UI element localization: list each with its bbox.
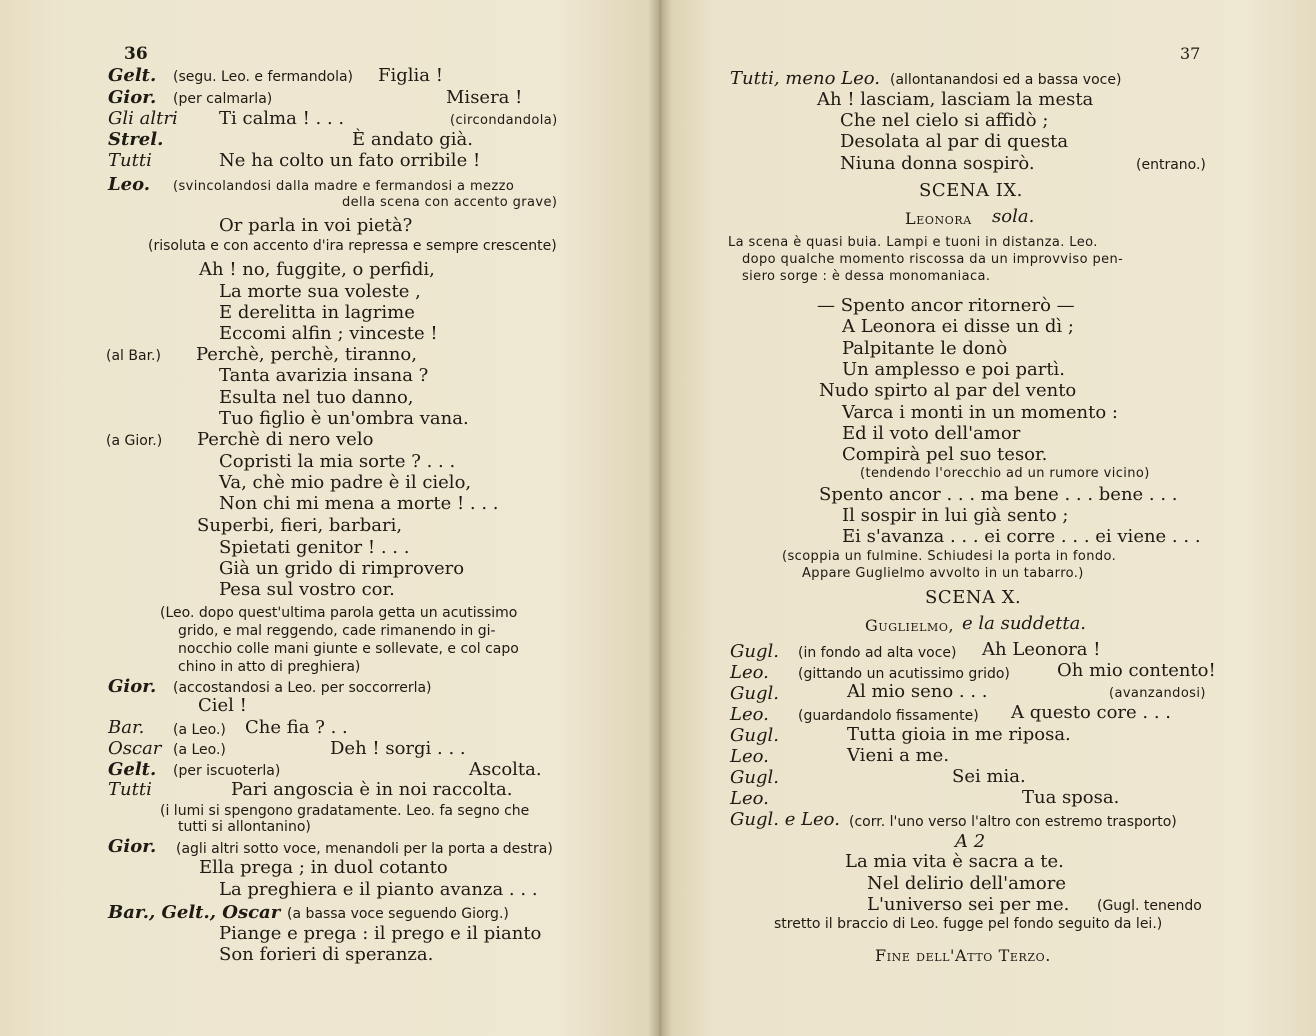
stage-direction: chino in atto di preghiera) xyxy=(178,659,361,675)
stage-direction: (entrano.) xyxy=(1136,157,1206,173)
speaker: Gugl. xyxy=(730,641,779,662)
stage-direction: (per iscuoterla) xyxy=(173,763,281,779)
verse-line: Pari angoscia è in noi raccolta. xyxy=(231,779,513,800)
verse-line: L'universo sei per me. xyxy=(867,894,1070,915)
verse-line: Che fia ? . . xyxy=(245,717,348,738)
a-due-marking: A 2 xyxy=(955,831,986,852)
speaker: Leo. xyxy=(108,174,151,195)
verse-line: Ei s'avanza . . . ei corre . . . ei viene . . . xyxy=(842,526,1201,547)
verse-line: Piange e prega : il prego e il pianto xyxy=(219,923,542,944)
stage-direction: (a bassa voce seguendo Giorg.) xyxy=(287,906,509,922)
stage-direction: (accostandosi a Leo. per soccorrerla) xyxy=(173,680,432,696)
verse-line: Tanta avarizia insana ? xyxy=(219,365,429,386)
verse-line: Eccomi alfin ; vinceste ! xyxy=(219,323,438,344)
page-number: 36 xyxy=(124,44,148,64)
verse-line: Nel delirio dell'amore xyxy=(867,873,1067,894)
verse-line: Il sospir in lui già sento ; xyxy=(842,505,1069,526)
stage-direction: (svincolandosi dalla madre e fermandosi a mezzo xyxy=(173,179,515,194)
speaker: Tutti xyxy=(108,779,152,800)
speaker: Gior. xyxy=(108,87,157,108)
verse-line: Varca i monti in un momento : xyxy=(842,402,1118,423)
speaker: Gior. xyxy=(108,836,157,857)
character-subheading: sola. xyxy=(992,206,1035,227)
verse-line: Esulta nel tuo danno, xyxy=(219,387,414,408)
page-number: 37 xyxy=(1180,44,1201,63)
verse-line: Ah ! no, fuggite, o perfidi, xyxy=(199,259,435,280)
stage-direction: (in fondo ad alta voce) xyxy=(798,645,957,661)
speaker: Oscar xyxy=(108,738,162,759)
verse-line: Ed il voto dell'amor xyxy=(842,423,1021,444)
speaker: Gugl. xyxy=(730,725,779,746)
verse-line: Perchè di nero velo xyxy=(197,429,374,450)
verse-line: Va, chè mio padre è il cielo, xyxy=(219,472,472,493)
stage-direction: (corr. l'uno verso l'altro con estremo trasporto) xyxy=(849,814,1177,830)
verse-line: Già un grido di rimprovero xyxy=(219,558,465,579)
verse-line: Son forieri di speranza. xyxy=(219,944,434,965)
verse-line: Perchè, perchè, tiranno, xyxy=(196,344,417,365)
stage-direction: stretto il braccio di Leo. fugge pel fondo seguito da lei.) xyxy=(774,916,1163,932)
verse-line: Ciel ! xyxy=(198,695,247,716)
speaker: Strel. xyxy=(108,129,164,150)
stage-direction: La scena è quasi buia. Lampi e tuoni in distanza. Leo. xyxy=(728,235,1098,250)
verse-line: Sei mia. xyxy=(952,766,1026,787)
stage-direction: grido, e mal reggendo, cade rimanendo in gi- xyxy=(178,623,496,639)
speaker: Gugl. xyxy=(730,767,779,788)
stage-direction: (i lumi si spengono gradatamente. Leo. fa segno che xyxy=(160,803,530,819)
verse-line: Ascolta. xyxy=(469,759,542,780)
verse-line: Tuo figlio è un'ombra vana. xyxy=(219,408,469,429)
stage-direction: tutti si allontanino) xyxy=(178,819,311,835)
verse-line: Spento ancor . . . ma bene . . . bene . . . xyxy=(819,484,1178,505)
stage-direction: (guardandolo fissamente) xyxy=(798,708,979,724)
speaker: Leo. xyxy=(730,704,769,725)
stage-direction: nocchio colle mani giunte e sollevate, e col capo xyxy=(178,641,519,657)
verse-line: Desolata al par di questa xyxy=(840,131,1069,152)
stage-direction: (tendendo l'orecchio ad un rumore vicino) xyxy=(860,466,1150,481)
character-heading: Guglielmo, xyxy=(865,616,955,635)
stage-direction: dopo qualche momento riscossa da un improvviso pen- xyxy=(742,252,1124,267)
verse-line: Palpitante le donò xyxy=(842,338,1008,359)
verse-line: Compirà pel suo tesor. xyxy=(842,444,1048,465)
stage-direction: (Gugl. tenendo xyxy=(1097,898,1202,914)
verse-line: Figlia ! xyxy=(378,65,443,86)
stage-direction: (segu. Leo. e fermandola) xyxy=(173,69,354,85)
verse-line: Superbi, fieri, barbari, xyxy=(197,515,403,536)
stage-direction: (avanzandosi) xyxy=(1109,686,1206,701)
verse-line: Tua sposa. xyxy=(1022,787,1120,808)
verse-line: Un amplesso e poi partì. xyxy=(842,359,1066,380)
stage-direction: Appare Guglielmo avvolto in un tabarro.) xyxy=(802,566,1084,581)
stage-direction: (a Leo.) xyxy=(173,742,226,758)
verse-line: Deh ! sorgi . . . xyxy=(330,738,466,759)
speaker: Tutti, meno Leo. xyxy=(730,68,880,89)
speaker: Gelt. xyxy=(108,65,157,86)
verse-line: A questo core . . . xyxy=(1011,702,1172,723)
stage-direction: della scena con accento grave) xyxy=(342,195,558,210)
verse-line: Niuna donna sospirò. xyxy=(840,153,1035,174)
speaker: Tutti xyxy=(108,150,152,171)
verse-line: La mia vita è sacra a te. xyxy=(845,851,1064,872)
speaker: Leo. xyxy=(730,788,769,809)
verse-line: È andato già. xyxy=(352,129,473,150)
stage-direction: (per calmarla) xyxy=(173,91,273,107)
stage-direction: (gittando un acutissimo grido) xyxy=(798,666,1010,682)
verse-line: Ah Leonora ! xyxy=(982,639,1101,660)
stage-direction: (a Gior.) xyxy=(106,433,163,449)
stage-direction: (circondandola) xyxy=(450,113,558,128)
speaker: Leo. xyxy=(730,746,769,767)
speaker: Gelt. xyxy=(108,759,157,780)
verse-line: Ne ha colto un fato orribile ! xyxy=(219,150,481,171)
act-end: Fine dell'Atto Terzo. xyxy=(875,946,1051,965)
stage-direction: (al Bar.) xyxy=(106,348,161,364)
character-subheading: e la suddetta. xyxy=(962,613,1087,634)
verse-line: — Spento ancor ritornerò — xyxy=(817,295,1075,316)
verse-line: Nudo spirto al par del vento xyxy=(819,380,1077,401)
verse-line: La preghiera e il pianto avanza . . . xyxy=(219,879,538,900)
verse-line: Non chi mi mena a morte ! . . . xyxy=(219,493,499,514)
speaker: Gior. xyxy=(108,676,157,697)
verse-line: Al mio seno . . . xyxy=(847,681,988,702)
speaker: Gli altri xyxy=(108,108,178,129)
book-gutter xyxy=(648,0,672,1036)
scene-heading: SCENA X. xyxy=(925,587,1022,608)
verse-line: Copristi la mia sorte ? . . . xyxy=(219,451,456,472)
speaker: Leo. xyxy=(730,662,769,683)
speaker: Gugl. xyxy=(730,683,779,704)
stage-direction: (a Leo.) xyxy=(173,722,226,738)
stage-direction: (allontanandosi ed a bassa voce) xyxy=(890,72,1122,88)
stage-direction: siero sorge : è dessa monomaniaca. xyxy=(742,269,991,284)
verse-line: Ah ! lasciam, lasciam la mesta xyxy=(817,89,1094,110)
verse-line: Tutta gioia in me riposa. xyxy=(847,724,1071,745)
verse-line: E derelitta in lagrime xyxy=(219,302,415,323)
scene-heading: SCENA IX. xyxy=(919,180,1023,201)
stage-direction: (agli altri sotto voce, menandoli per la porta a destra) xyxy=(176,841,553,857)
stage-direction: (risoluta e con accento d'ira repressa e sempre crescente) xyxy=(148,238,557,254)
verse-line: Vieni a me. xyxy=(847,745,950,766)
speaker: Bar., Gelt., Oscar xyxy=(108,902,281,923)
stage-direction: (scoppia un fulmine. Schiudesi la porta in fondo. xyxy=(782,549,1117,564)
speaker: Bar. xyxy=(108,717,145,738)
stage-direction: (Leo. dopo quest'ultima parola getta un acutissimo xyxy=(160,605,518,621)
verse-line: Or parla in voi pietà? xyxy=(219,215,413,236)
verse-line: Misera ! xyxy=(446,87,523,108)
verse-line: Che nel cielo si affidò ; xyxy=(840,110,1049,131)
verse-line: Oh mio contento! xyxy=(1057,660,1216,681)
character-heading: Leonora xyxy=(905,209,972,228)
verse-line: Pesa sul vostro cor. xyxy=(219,579,395,600)
verse-line: Ti calma ! . . . xyxy=(219,108,345,129)
speaker: Gugl. e Leo. xyxy=(730,809,840,830)
verse-line: Spietati genitor ! . . . xyxy=(219,537,410,558)
verse-line: A Leonora ei disse un dì ; xyxy=(842,316,1074,337)
right-page xyxy=(660,0,1316,1036)
verse-line: Ella prega ; in duol cotanto xyxy=(199,857,448,878)
verse-line: La morte sua voleste , xyxy=(219,281,421,302)
